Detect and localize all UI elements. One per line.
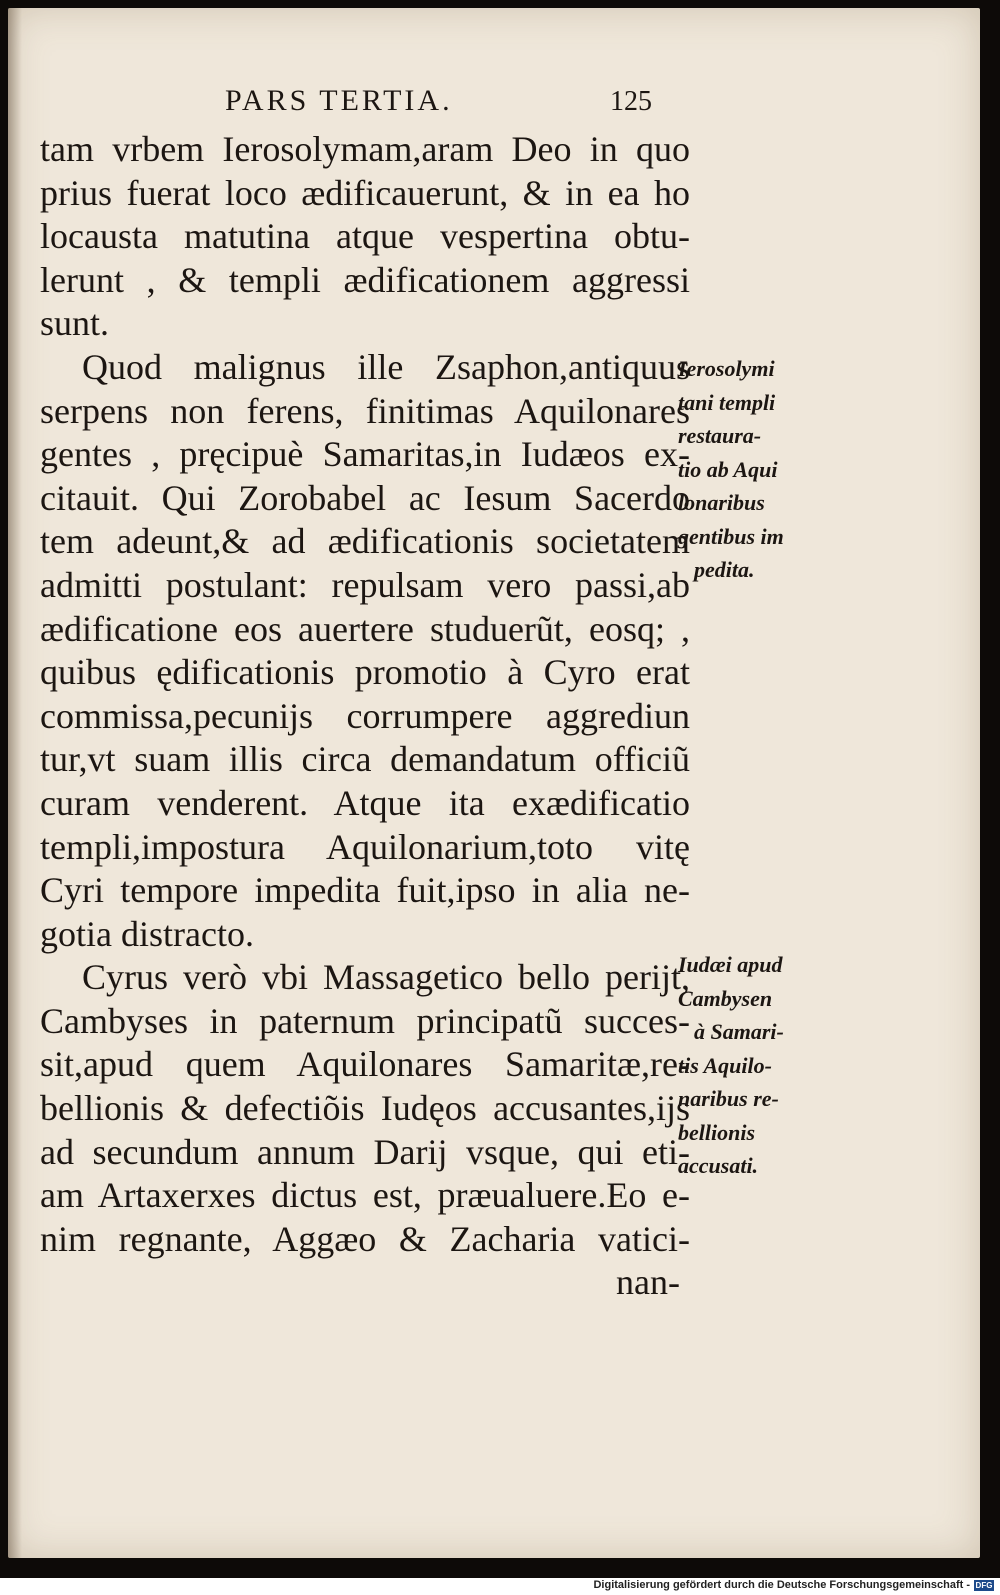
marginal-note-line: bellionis [678,1119,756,1145]
digitization-credit: Digitalisierung gefördert durch die Deutsche Forschungsgemeinschaft - [593,1579,970,1591]
text-line: tur,vt suam illis circa demandatum officiũ [40,739,690,780]
text-line: gentes , pręcipuè Samaritas,in Iudæos ex- [40,434,690,475]
text-line: nim regnante, Aggæo & Zacharia vatici- [40,1218,690,1259]
marginal-note-line: tis Aquilo- [678,1052,772,1078]
text-line: admitti postulant: repulsam vero passi,ab [40,564,690,605]
marginal-note-line: à Samari- [694,1019,784,1044]
text-line: commissa,pecunijs corrumpere aggrediun [40,695,690,736]
text-line: sit,apud quem Aquilonares Samaritæ,re- [40,1044,690,1085]
marginal-note-line: lonaribus [678,490,765,515]
text-line: quibus ędificationis promotio à Cyro erat [40,652,690,693]
text-line: gotia distracto. [40,913,254,954]
text-line: tam vrbem Ierosolymam,aram Deo in quo [40,129,690,169]
page-gutter-shadow [8,8,22,1558]
text-line: Cyrus verò vbi Massagetico bello perijt, [82,957,690,998]
text-line: sunt. [40,303,110,344]
marginal-note-line: gentibus im [678,523,784,549]
marginal-note-line: tani templi [678,389,776,415]
text-line: Quod malignus ille Zsaphon,antiquus [82,346,690,387]
page-header [0,84,1000,124]
text-line: prius fuerat loco ædificauerunt, & in ea ho [40,172,690,213]
marginal-note-cambyses [678,948,784,1183]
marginal-note-line: tio ab Aqui [678,456,778,482]
marginal-note-line: Cambysen [678,985,773,1011]
text-line: lerunt , & templi ædificationem aggressi [40,259,690,300]
marginal-note-line: accusati. [678,1153,759,1178]
marginal-note-line: Ierosolymi [678,356,775,381]
catchword: nan- [616,1262,680,1303]
text-line: Cambyses in paternum principatũ succes- [40,1000,690,1041]
dfg-logo: DFG [975,1581,993,1590]
marginal-note-line: naribus re- [678,1086,779,1111]
marginal-note-line: pedita. [694,557,755,582]
text-line: ædificatione eos auertere studuerũt, eosq; , [40,608,690,649]
text-line: curam venderent. Atque ita exædificatio [40,782,690,823]
text-line: templi,impostura Aquilonarium,toto vitę [40,826,690,867]
main-text-block [40,128,690,1305]
marginal-note-line: Iudæi apud [678,952,783,977]
text-line: am Artaxerxes dictus est, præualuere.Eo e- [40,1175,690,1216]
text-line: locausta matutina atque vespertina obtu- [40,216,690,257]
text-line: Cyri tempore impedita fuit,ipso in alia ne- [40,870,690,911]
text-line: serpens non ferens, finitimas Aquilonares [40,390,690,431]
marginal-note-temple [678,352,784,587]
text-line: citauit. Qui Zorobabel ac Iesum Sacerdo [40,477,690,518]
text-line: ad secundum annum Darij vsque, qui eti- [40,1131,690,1172]
text-line: tem adeunt,& ad ædificationis societatem [40,521,690,562]
text-line: bellionis & defectiõis Iudęos accusantes,ijs [40,1088,690,1129]
marginal-note-line: restaura- [678,423,762,448]
page-number: 125 [610,86,652,117]
running-title: PARS TERTIA. [225,84,453,117]
